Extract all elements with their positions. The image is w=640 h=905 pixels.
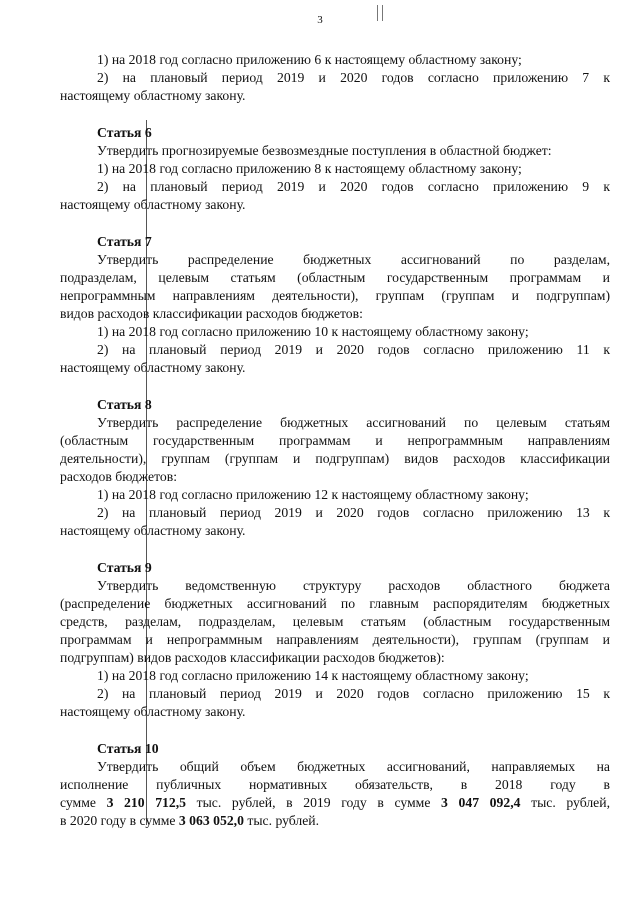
article-10 [60,740,610,830]
article-text: расходов бюджетов: [60,469,177,484]
text-fragment: тыс. рублей. [243,813,320,828]
article-text: Утвердить прогнозируемые безвозмездные поступления в областной бюджет: [97,143,552,158]
list-item: 1) на 2018 год согласно приложению 8 к настоящему областному закону; [97,161,522,176]
article-text: непрограммным направлениям деятельности), группам (группам и подгруппам) [60,288,610,303]
article-9 [60,559,610,721]
list-item: 2) на плановый период 2019 и 2020 годов согласно приложению 13 к [97,505,610,520]
article-text: подгруппам) видов расходов классификации расходов бюджетов): [60,650,445,665]
text-fragment: тыс. рублей, [520,795,610,810]
list-item: 1) на 2018 год согласно приложению 12 к настоящему областному закону; [97,487,529,502]
scan-artifact-mark [377,5,383,21]
continuation-list [60,51,610,105]
text-fragment: сумме [60,795,107,810]
list-item: 1) на 2018 год согласно приложению 10 к настоящему областному закону; [97,324,529,339]
article-title: Статья 9 [97,560,152,575]
article-title: Статья 8 [97,397,152,412]
list-item: 2) на плановый период 2019 и 2020 годов согласно приложению 11 к [97,342,610,357]
list-item: 2) на плановый период 2019 и 2020 годов согласно приложению 9 к [97,179,610,194]
article-7 [60,233,610,377]
article-8 [60,396,610,540]
list-item-continuation: настоящему областному закону. [60,704,246,719]
list-item: 2) на плановый период 2019 и 2020 годов согласно приложению 7 к [97,70,610,85]
article-text: исполнение публичных нормативных обязательств, в 2018 году в [60,777,610,792]
amount-2019: 3 047 092,4 [441,795,521,810]
text-fragment: в 2020 году в сумме [60,813,179,828]
list-item: 1) на 2018 год согласно приложению 14 к настоящему областному закону; [97,668,529,683]
list-item: 2) на плановый период 2019 и 2020 годов согласно приложению 15 к [97,686,610,701]
page-number: 3 [317,14,323,26]
list-item-continuation: настоящему областному закону. [60,360,246,375]
article-text: (распределение бюджетных ассигнований по главным распорядителям бюджетных [60,596,610,611]
article-text: средств, разделам, подразделам, целевым статьям (областным государственным [60,614,610,629]
article-text: программам и непрограммным направлениям деятельности), группам (группам и [60,632,610,647]
list-item: 1) на 2018 год согласно приложению 6 к настоящему областному закону; [97,52,522,67]
article-title: Статья 6 [97,125,152,140]
text-fragment: тыс. рублей, в 2019 году в сумме [186,795,442,810]
amount-2018: 3 210 712,5 [106,795,186,810]
article-text: Утвердить общий объем бюджетных ассигнований, направляемых на [97,759,610,774]
article-text: видов расходов классификации расходов бюджетов: [60,306,363,321]
list-item-continuation: настоящему областному закону. [60,88,246,103]
article-text: Утвердить распределение бюджетных ассигнований по разделам, [97,252,610,267]
article-title: Статья 10 [97,741,159,756]
amount-2020: 3 063 052,0 [178,813,244,828]
list-item-continuation: настоящему областному закону. [60,523,246,538]
article-6 [60,124,610,214]
article-text [60,812,610,830]
article-text: Утвердить ведомственную структуру расходов областного бюджета [97,578,610,593]
list-item-continuation: настоящему областному закону. [60,197,246,212]
article-text: подразделам, целевым статьям (областным государственным программам и [60,270,610,285]
article-text [60,794,610,812]
article-text: (областным государственным программам и непрограммным направлениям [60,433,610,448]
article-text: деятельности), группам (группам и подгруппам) видов расходов классификации [60,451,610,466]
document-body [60,51,610,830]
article-text: Утвердить распределение бюджетных ассигнований по целевым статьям [97,415,610,430]
article-title: Статья 7 [97,234,152,249]
